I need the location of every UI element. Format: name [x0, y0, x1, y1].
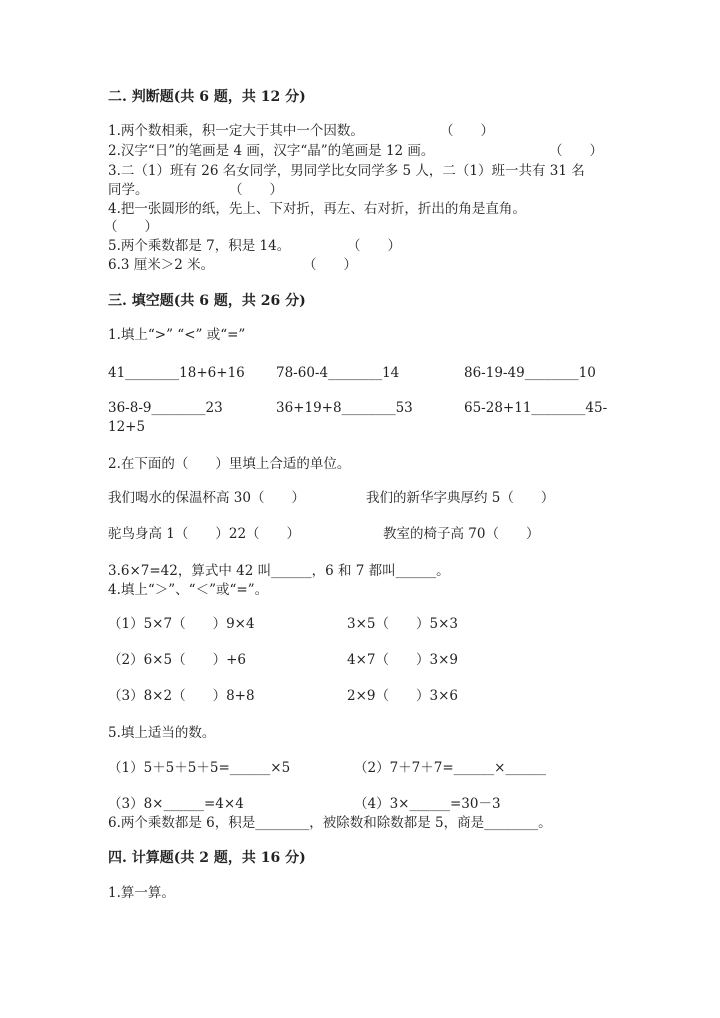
fill-q4-title: 4.填上“＞”、“＜”或“=”。 — [108, 582, 269, 598]
fill-q5-r2-a: （3）8×______=4×4 — [108, 796, 244, 812]
judge-q6-text: 6.3 厘米＞2 米。 — [108, 257, 215, 273]
section-3-title: 三. 填空题(共 6 题，共 26 分) — [108, 293, 306, 309]
fill-q1-r2-c-continued: 12+5 — [108, 419, 146, 435]
fill-q1-r1-c: 86-19-49________10 — [464, 365, 596, 381]
judge-q3-answer-paren[interactable]: （ ） — [229, 182, 283, 198]
judge-q2-answer-paren[interactable]: （ ） — [549, 143, 603, 159]
fill-q5-r1-b: （2）7＋7＋7=______×______ — [354, 760, 546, 776]
judge-q1-answer-paren[interactable]: （ ） — [440, 123, 494, 139]
judge-q4-text: 4.把一张圆形的纸，先上、下对折，再左、右对折，折出的角是直角。 — [108, 201, 526, 217]
fill-q4-r3-b: 2×9（ ）3×6 — [347, 688, 458, 704]
section-2-title: 二. 判断题(共 6 题，共 12 分) — [108, 89, 306, 105]
calc-q1-text: 1.算一算。 — [108, 885, 175, 901]
judge-q5-text: 5.两个乘数都是 7，积是 14。 — [108, 238, 291, 254]
fill-q5-r1-a: （1）5＋5＋5＋5=______×5 — [108, 760, 291, 776]
fill-q5-r2-b: （4）3×______=30－3 — [354, 796, 501, 812]
judge-q1-text: 1.两个数相乘，积一定大于其中一个因数。 — [108, 123, 364, 139]
judge-q3-text-line1: 3.二（1）班有 26 名女同学，男同学比女同学多 5 人，二（1）班一共有 31 名 — [108, 163, 585, 179]
fill-q4-r1-b: 3×5（ ）5×3 — [347, 616, 458, 632]
fill-q3-text: 3.6×7=42，算式中 42 叫______，6 和 7 都叫______。 — [108, 563, 450, 579]
fill-q1-r2-b: 36+19+8________53 — [276, 400, 413, 416]
section-4-title: 四. 计算题(共 2 题，共 16 分) — [108, 850, 306, 866]
fill-q4-r2-a: （2）6×5（ ）+6 — [108, 652, 246, 668]
fill-q1-r1-a: 41________18+6+16 — [108, 365, 245, 381]
judge-q3-text-line2: 同学。 — [108, 182, 149, 198]
fill-q2-title: 2.在下面的（ ）里填上合适的单位。 — [108, 456, 351, 472]
fill-q2-r2-a: 驼鸟身高 1（ ）22（ ） — [108, 526, 301, 542]
fill-q1-r2-a: 36-8-9________23 — [108, 400, 223, 416]
fill-q1-r1-b: 78-60-4________14 — [276, 365, 400, 381]
fill-q2-r2-b: 教室的椅子高 70（ ） — [383, 526, 540, 542]
judge-q5-answer-paren[interactable]: （ ） — [347, 238, 401, 254]
fill-q4-r1-a: （1）5×7（ ）9×4 — [108, 616, 255, 632]
fill-q4-r2-b: 4×7（ ）3×9 — [347, 652, 458, 668]
fill-q5-title: 5.填上适当的数。 — [108, 725, 216, 741]
judge-q4-answer-paren[interactable]: （ ） — [104, 219, 158, 235]
fill-q1-title: 1.填上“>” “<” 或“=” — [108, 327, 246, 343]
fill-q4-r3-a: （3）8×2（ ）8+8 — [108, 688, 255, 704]
judge-q2-text: 2.汉字“日”的笔画是 4 画，汉字“晶”的笔画是 12 画。 — [108, 143, 435, 159]
fill-q6-text: 6.两个乘数都是 6，积是________，被除数和除数都是 5，商是________。 — [108, 815, 552, 831]
fill-q2-r1-a: 我们喝水的保温杯高 30（ ） — [108, 490, 305, 506]
fill-q2-r1-b: 我们的新华字典厚约 5（ ） — [366, 490, 555, 506]
fill-q1-r2-c: 65-28+11________45- — [464, 400, 608, 416]
judge-q6-answer-paren[interactable]: （ ） — [303, 257, 357, 273]
